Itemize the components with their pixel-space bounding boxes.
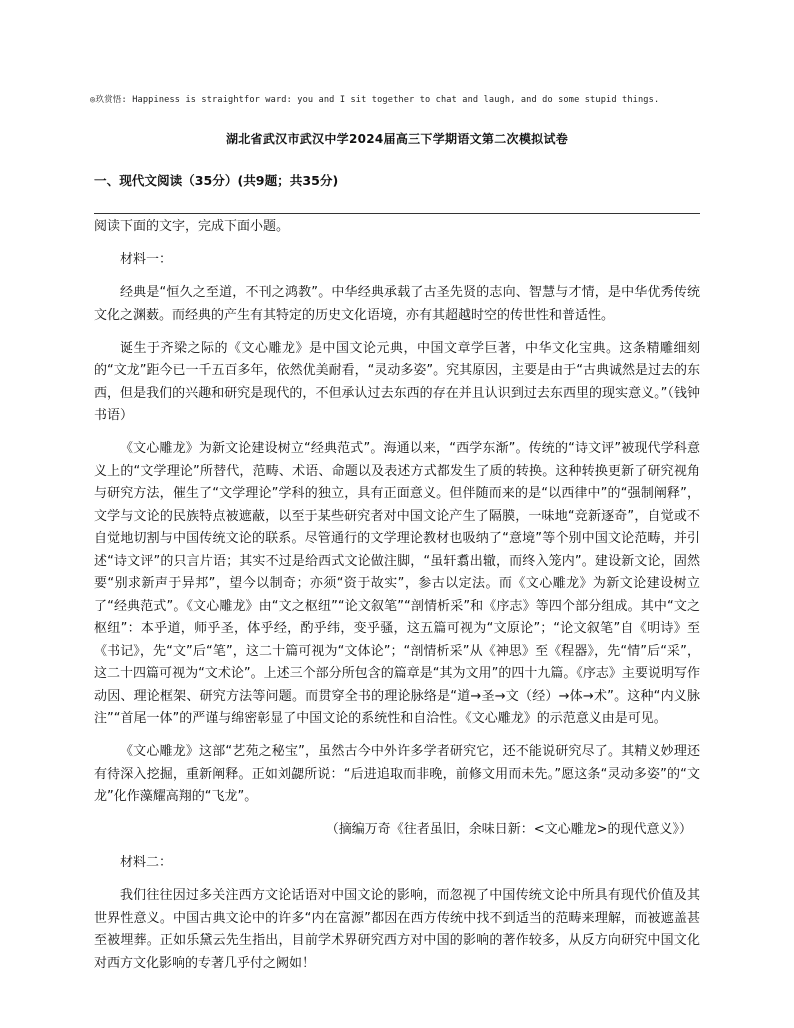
motto-line: ◎玖赏悟: Happiness is straightfor ward: you and I sit together to chat and laugh, and do some stupid things. — [90, 95, 660, 105]
material-one-label: 材料一： — [120, 252, 173, 267]
material-two-label: 材料二： — [120, 855, 173, 870]
instruction-text: 阅读下面的文字，完成下面小题。 — [94, 219, 290, 234]
reading-passage — [94, 216, 700, 975]
paragraph-4: 《文心雕龙》这部“艺苑之秘宝”，虽然古今中外许多学者研究它，还不能说研究尽了。其精义妙理还有待深入挖掘，重新阐释。正如刘勰所说：“后进追取而非晚，前修文用而未先。”愿这条“灵动多姿”的“文龙”化作藻耀高翔的“飞龙”。 — [94, 744, 700, 804]
section-heading: 一、现代文阅读（35分）(共9题；共35分) — [94, 173, 339, 188]
source-citation: （摘编万奇《往者虽旧，余味日新：<文心雕龙>的现代意义》） — [325, 822, 692, 837]
paragraph-3: 《文心雕龙》为新文论建设树立“经典范式”。海通以来，“西学东渐”。传统的“诗文评”被现代学科意义上的“文学理论”所替代，范畴、术语、命题以及表述方式都发生了质的转换。这种转换更新了研究视角与研究方法，催生了“文学理论”学科的独立，具有正面意义。但伴随而来的是“以西律中”的“强制阐释”，文学与文论的民族特点被遮蔽，以至于某些研究者对中国文论产生了隔膜，一味地“竞新逐奇”，自觉或不自觉地切割与中国传统文论的联系。尽管通行的文学理论教材也吸纳了“意境”等个别中国文论范畴，并引述“诗文评”的只言片语；其实不过是给西式文论做注脚，“虽轩翥出辙，而终入笼内”。建设新文论，固然要“别求新声于异邦”，望今以制奇；亦须“资于故实”，参古以定法。而《文心雕龙》为新文论建设树立了“经典范式”。《文心雕龙》由“文之枢纽”“论文叙笔”“剖情析采”和《序志》等四个部分组成。其中“文之枢纽”：本乎道，师乎圣，体乎经，酌乎纬，变乎骚，这五篇可视为“文原论”；“论文叙笔”自《明诗》至《书记》，先“文”后“笔”，这二十篇可视为“文体论”；“剖情析采”从《神思》至《程器》，先“情”后“采”，这二十四篇可视为“文术论”。上述三个部分所包含的篇章是“其为文用”的四十九篇。《序志》主要说明写作动因、理论框架、研究方法等问题。而贯穿全书的理论脉络是“道→圣→文（经）→体→术”。这种“内义脉注”“首尾一体”的严谨与绵密彰显了中国文论的系统性和自洽性。《文心雕龙》的示范意义由是可见。 — [94, 441, 700, 726]
paragraph-5: 我们往往因过多关注西方文论话语对中国文论的影响，而忽视了中国传统文论中所具有现代价值及其世界性意义。中国古典文论中的许多“内在富源”都因在西方传统中找不到适当的范畴来理解，而被遮盖甚至被埋葬。正如乐黛云先生指出，目前学术界研究西方对中国的影响的著作较多，从反方向研究中国文化对西方文化影响的专著几乎付之阙如！ — [94, 888, 700, 971]
paragraph-2: 诞生于齐梁之际的《文心雕龙》是中国文论元典，中国文章学巨著，中华文化宝典。这条精雕细刻的“文龙”距今已一千五百多年，依然优美耐看，“灵动多姿”。究其原因，主要是由于“古典诚然是过去的东西，但是我们的兴趣和研究是现代的，不但承认过去东西的存在并且认识到过去东西里的现实意义。”（钱钟书语） — [94, 340, 700, 423]
exam-title: 湖北省武汉市武汉中学2024届高三下学期语文第二次模拟试卷 — [225, 132, 569, 146]
divider-line — [94, 213, 700, 214]
paragraph-1: 经典是“恒久之至道，不刊之鸿教”。中华经典承载了古圣先贤的志向、智慧与才情，是中华优秀传统文化之渊薮。而经典的产生有其特定的历史文化语境，亦有其超越时空的传世性和普适性。 — [94, 285, 700, 323]
